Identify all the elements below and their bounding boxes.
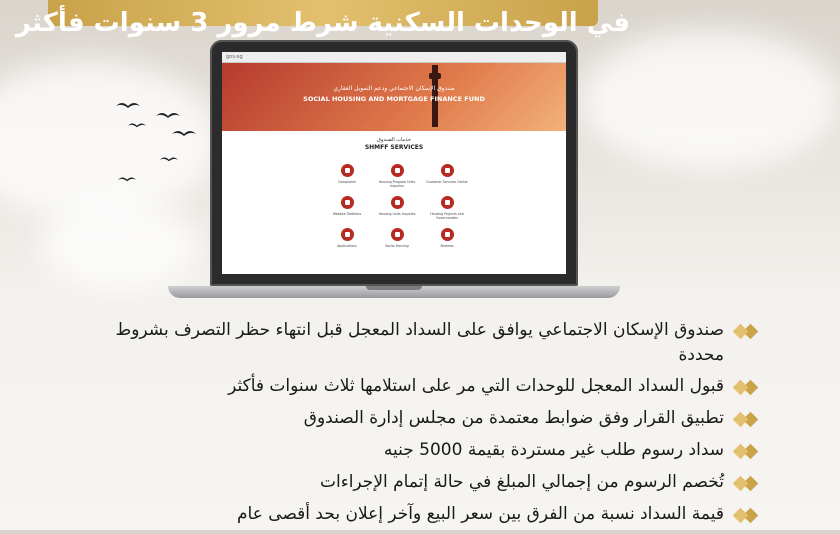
diamond-bullet-icon (732, 502, 758, 528)
bird-icon (160, 154, 178, 164)
bird-icon (118, 174, 136, 184)
services-heading (222, 137, 566, 151)
url-bar: gov.eg (222, 52, 566, 63)
banner-title: في الوحدات السكنية شرط مرور 3 سنوات فأكثر (15, 8, 631, 38)
background-cloud (40, 200, 200, 290)
laptop-notch (366, 286, 422, 290)
service-item[interactable]: Social Housing (372, 228, 422, 248)
service-icon (391, 196, 404, 209)
diamond-bullet-icon (732, 406, 758, 432)
background-cloud (0, 60, 220, 220)
title-banner (15, 0, 631, 38)
services-heading-ar: خدمات الصندوق (377, 137, 411, 143)
service-icon (441, 228, 454, 241)
service-item[interactable]: Customer Services Center (422, 164, 472, 188)
bird-icon (116, 100, 140, 110)
service-icon (441, 164, 454, 177)
service-icon (441, 196, 454, 209)
list-item (98, 318, 758, 368)
bird-icon (128, 120, 146, 130)
list-item (98, 406, 758, 432)
bullet-text: سداد رسوم طلب غير مستردة بقيمة 5000 جنيه (383, 440, 724, 460)
service-icon (391, 164, 404, 177)
bullet-list (98, 318, 758, 534)
service-item[interactable]: Housing Projects and Governorates (422, 196, 472, 220)
service-item[interactable]: Applications (322, 228, 372, 248)
list-item (98, 374, 758, 400)
list-item (98, 502, 758, 528)
service-item[interactable]: Housing Program Units Inquiries (372, 164, 422, 188)
service-item[interactable]: Website Statistics (322, 196, 372, 220)
service-item[interactable]: Complaints (322, 164, 372, 188)
service-item[interactable]: Housing Units Inquiries (372, 196, 422, 220)
service-icon (341, 164, 354, 177)
service-icon (391, 228, 404, 241)
laptop (210, 40, 578, 286)
services-grid (322, 164, 472, 248)
diamond-bullet-icon (732, 318, 758, 344)
diamond-bullet-icon (732, 374, 758, 400)
diamond-bullet-icon (732, 438, 758, 464)
hero-arabic-title: صندوق الإسكان الاجتماعي ودعم التمويل العقاري (333, 85, 455, 92)
bullet-text: قبول السداد المعجل للوحدات التي مر على استلامها ثلاث سنوات فأكثر (228, 376, 724, 396)
laptop-screen (222, 52, 566, 274)
services-heading-en: SHMFF SERVICES (364, 144, 424, 151)
hero-english-title: SOCIAL HOUSING AND MORTGAGE FINANCE FUND (303, 95, 485, 103)
service-icon (341, 196, 354, 209)
diamond-bullet-icon (732, 470, 758, 496)
bullet-text: قيمة السداد نسبة من الفرق بين سعر البيع وآخر إعلان بحد أقصى عام (237, 504, 724, 524)
bullet-text: تُخصم الرسوم من إجمالي المبلغ في حالة إتمام الإجراءات (319, 472, 724, 492)
list-item (98, 438, 758, 464)
bullet-text: صندوق الإسكان الاجتماعي يوافق على السداد المعجل قبل انتهاء حظر التصرف بشروط محددة (115, 320, 724, 365)
list-item (98, 470, 758, 496)
bullet-text: تطبيق القرار وفق ضوابط معتمدة من مجلس إدارة الصندوق (303, 408, 724, 428)
background-cloud (580, 30, 840, 170)
bird-icon (156, 110, 180, 120)
service-icon (341, 228, 354, 241)
bird-icon (172, 128, 196, 138)
service-item[interactable]: Reviews (422, 228, 472, 248)
website-hero (222, 63, 566, 131)
